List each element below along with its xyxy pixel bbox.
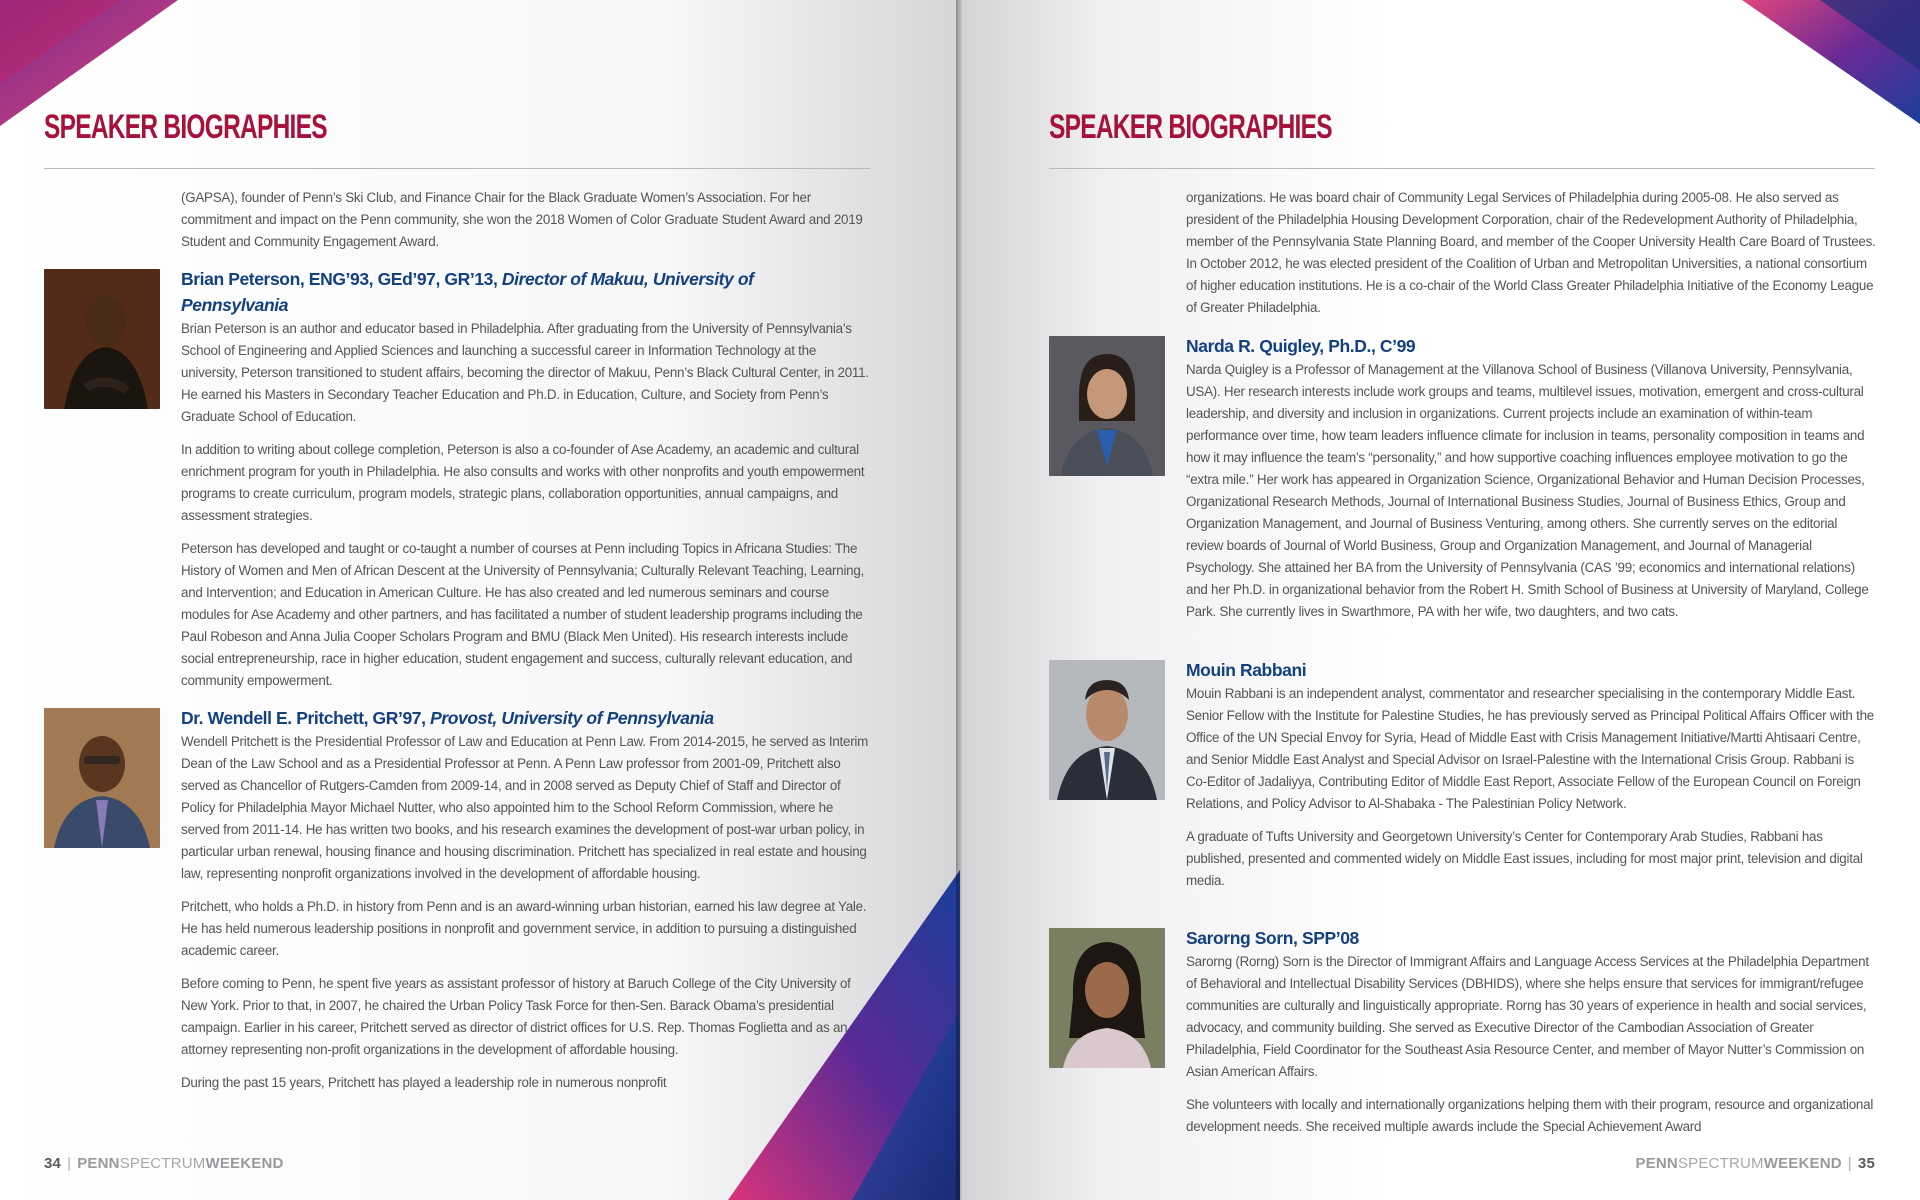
bio-name: Mouin Rabbani <box>1186 660 1307 680</box>
bio-name-heading <box>1186 333 1876 359</box>
intro-paragraph: (GAPSA), founder of Penn’s Ski Club, and Finance Chair for the Black Graduate Women’s Association. For her commitment and impact on the Penn community, she won the 2018 Women of Color Graduate Student Award and 2019 Student and Community Engagement Award. <box>181 190 863 249</box>
page-number: 34 <box>44 1155 62 1172</box>
bio-name: Narda R. Quigley, Ph.D., C’99 <box>1186 336 1416 356</box>
bio-name-heading <box>1186 657 1876 683</box>
bio-sarorng-sorn <box>1186 925 1876 1149</box>
bio-role: Provost, University of Pennsylvania <box>430 708 714 728</box>
bio-paragraph: Brian Peterson is an author and educator based in Philadelphia. After graduating from the University of Pennsylvania’s School of Engineering and Applied Sciences and launching a successful career in Information Technology at the university, Peterson transitioned to student affairs, becoming the director of Makuu, Penn’s Black Cultural Center, in 2011. He earned his Masters in Secondary Teacher Education and Ph.D. in Education, Culture, and Society from Penn’s Graduate School of Education. <box>181 321 869 424</box>
page-header: SPEAKER BIOGRAPHIES <box>44 108 327 146</box>
brand-penn: PENN <box>1635 1155 1678 1172</box>
bio-paragraph: Peterson has developed and taught or co-taught a number of courses at Penn including Topics in Africana Studies: The History of Women and Men of African Descent at the University of Pennsylvania; Culturally Relevant Teaching, Learning, and Intervention; and Education in American Culture. He has also created and led numerous seminars and course modules for Ase Academy and other partners, and has facilitated a number of student leadership programs including the Paul Robeson and Anna Julia Cooper Scholars Program and BMU (Black Men United). His research interests include social entrepreneurship, race in higher education, student engagement and success, culturally relevant education, and community empowerment. <box>181 541 865 688</box>
bio-paragraph: During the past 15 years, Pritchett has played a leadership role in numerous nonprofit <box>181 1075 667 1090</box>
bio-paragraph: In addition to writing about college completion, Peterson is also a co-founder of Ase Academy, an academic and cultural enrichment program for youth in Philadelphia. He also consults and works with other nonprofits and youth empowerment programs to create curriculum, program models, strategic plans, collaboration opportunities, annual campaigns, and assessment strategies. <box>181 442 865 523</box>
page-number: 35 <box>1857 1155 1875 1172</box>
bio-name: Sarorng Sorn, SPP’08 <box>1186 928 1359 948</box>
page-header: SPEAKER BIOGRAPHIES <box>1049 108 1332 146</box>
bio-role: Director of Makuu, University of Pennsylvania <box>181 269 754 315</box>
brand-weekend: WEEKEND <box>1763 1155 1842 1172</box>
wendell-pritchett-photo <box>44 708 160 848</box>
intro-text-block <box>1186 187 1876 330</box>
brand-spectrum: SPECTRUM <box>1677 1155 1764 1172</box>
sarorng-sorn-photo <box>1049 928 1165 1068</box>
portrait-photo-icon <box>1049 660 1165 800</box>
right-page <box>960 0 1920 1200</box>
mouin-rabbani-photo <box>1049 660 1165 800</box>
intro-text-block <box>181 187 869 264</box>
portrait-photo-icon <box>44 269 160 409</box>
bio-paragraph: Sarorng (Rorng) Sorn is the Director of Immigrant Affairs and Language Access Services at the Philadelphia Department of Behavioral and Intellectual Disability Services (DBHIDS), where she helps ensure that services for immigrant/refugee communities are culturally and linguistically appropriate. Rorng has 30 years of experience in health and social services, advocacy, and community building. She served as Executive Director of the Cambodian Association of Greater Philadelphia, Field Coordinator for the Southeast Asia Resource Center, and member of Mayor Nutter’s Commission on Asian American Affairs. <box>1186 954 1869 1079</box>
portrait-photo-icon <box>44 708 160 848</box>
intro-paragraph: organizations. He was board chair of Community Legal Services of Philadelphia during 2005-08. He also served as president of the Philadelphia Housing Development Corporation, chair of the Redevelopment Authority of Philadelphia, member of the Pennsylvania State Planning Board, and member of the Cooper University Health Care Board of Trustees. In October 2012, he was elected president of the Coalition of Urban and Metropolitan Universities, a national consortium of higher education institutions. He is a co-chair of the World Class Greater Philadelphia Initiative of the Economy League of Greater Philadelphia. <box>1186 190 1876 315</box>
bio-name-heading <box>1186 925 1876 951</box>
portrait-photo-icon <box>1049 336 1165 476</box>
bio-paragraph: Mouin Rabbani is an independent analyst, commentator and researcher specialising in the contemporary Middle East. Senior Fellow with the Institute for Palestine Studies, he has previously served as Principal Political Affairs Officer with the Office of the UN Special Envoy for Syria, Head of Middle East with Crisis Management Initiative/Martti Ahtisaari Centre, and Senior Middle East Analyst and Special Advisor on Israel-Palestine with the International Crisis Group. Rabbani is Co-Editor of Jadaliyya, Contributing Editor of Middle East Report, Associate Fellow of the European Council on Foreign Relations, and Policy Advisor to Al-Shabaka - The Palestinian Policy Network. <box>1186 686 1874 811</box>
bio-paragraph: Before coming to Penn, he spent five years as assistant professor of history at Baruch College of the City University of New York. Prior to that, in 2007, he chaired the Urban Policy Task Force for then-Sen. Barack Obama’s presidential campaign. Earlier in his career, Pritchett served as director of district offices for U.S. Rep. Thomas Foglietta and as an attorney representing non-profit organizations in the development of affordable housing. <box>181 976 851 1057</box>
brian-peterson-photo <box>44 269 160 409</box>
bio-mouin-rabbani <box>1186 657 1876 903</box>
bio-name: Dr. Wendell E. Pritchett, GR’97, <box>181 708 426 728</box>
header-rule <box>1049 168 1875 169</box>
header-rule <box>44 168 870 169</box>
narda-quigley-photo <box>1049 336 1165 476</box>
bio-paragraph: Narda Quigley is a Professor of Management at the Villanova School of Business (Villanova University, Pennsylvania, USA). Her research interests include work groups and teams, multilevel issues, motivation, emergent and cross-cultural leadership, and diversity and inclusion in organizations. Current projects include an examination of within-team performance over time, how team leaders influence climate for inclusion in teams, personality composition in teams and how it may influence the team’s “personality,” and how supportive coaching influences employee motivation to go the “extra mile.” Her work has appeared in Organization Science, Organizational Behavior and Human Decision Processes, Organizational Research Methods, Journal of International Business Studies, Journal of Business Ethics, Group and Organization Management, and Journal of Business Venturing, among others. She currently serves on the editorial review boards of Journal of World Business, Group and Organization Management, and Journal of Managerial Psychology. She attained her BA from the University of Pennsylvania (CAS ’99; economics and international relations) and her Ph.D. in organizational behavior from the Robert H. Smith School of Business at University of Maryland, College Park. She currently lives in Swarthmore, PA with her wife, two daughters, and two cats. <box>1186 362 1869 619</box>
book-spine <box>956 0 962 1200</box>
brand-spectrum: SPECTRUM <box>119 1155 206 1172</box>
page-footer: 34 | PENNSPECTRUMWEEKEND <box>44 1155 284 1172</box>
portrait-photo-icon <box>1049 928 1165 1068</box>
brand-penn: PENN <box>77 1155 120 1172</box>
bio-paragraph: A graduate of Tufts University and Georgetown University’s Center for Contemporary Arab Studies, Rabbani has published, presented and commented widely on Middle East issues, including for most major print, television and digital media. <box>1186 829 1863 888</box>
bio-name: Brian Peterson, ENG’93, GEd’97, GR’13, <box>181 269 498 289</box>
bio-paragraph: Pritchett, who holds a Ph.D. in history from Penn and is an award-winning urban historian, earned his law degree at Yale. He has held numerous leadership positions in nonprofit and government service, in addition to pursuing a distinguished academic career. <box>181 899 867 958</box>
page-footer: PENNSPECTRUMWEEKEND | 35 <box>1635 1155 1875 1172</box>
bio-narda-quigley <box>1186 333 1876 634</box>
bio-name-heading <box>181 705 869 731</box>
bio-wendell-pritchett <box>181 705 869 1105</box>
bio-paragraph: She volunteers with locally and internationally organizations helping them with their program, resource and organizational development needs. She received multiple awards include the Special Achievement Award <box>1186 1097 1874 1134</box>
bio-name-heading <box>181 266 781 318</box>
bio-brian-peterson <box>181 266 869 703</box>
brand-weekend: WEEKEND <box>205 1155 284 1172</box>
bio-paragraph: Wendell Pritchett is the Presidential Professor of Law and Education at Penn Law. From 2014-2015, he served as Interim Dean of the Law School and as a Presidential Professor at Penn. A Penn Law professor from 2001-09, Pritchett also served as Chancellor of Rutgers-Camden from 2009-14, and in 2008 served as Deputy Chief of Staff and Director of Policy for Philadelphia Mayor Michael Nutter, who also appointed him to the School Reform Commission, where he served from 2011-14. He has written two books, and his research examines the development of post-war urban policy, in particular urban renewal, housing finance and housing discrimination. Pritchett has specialized in real estate and housing law, representing nonprofit organizations involved in the development of affordable housing. <box>181 734 869 881</box>
